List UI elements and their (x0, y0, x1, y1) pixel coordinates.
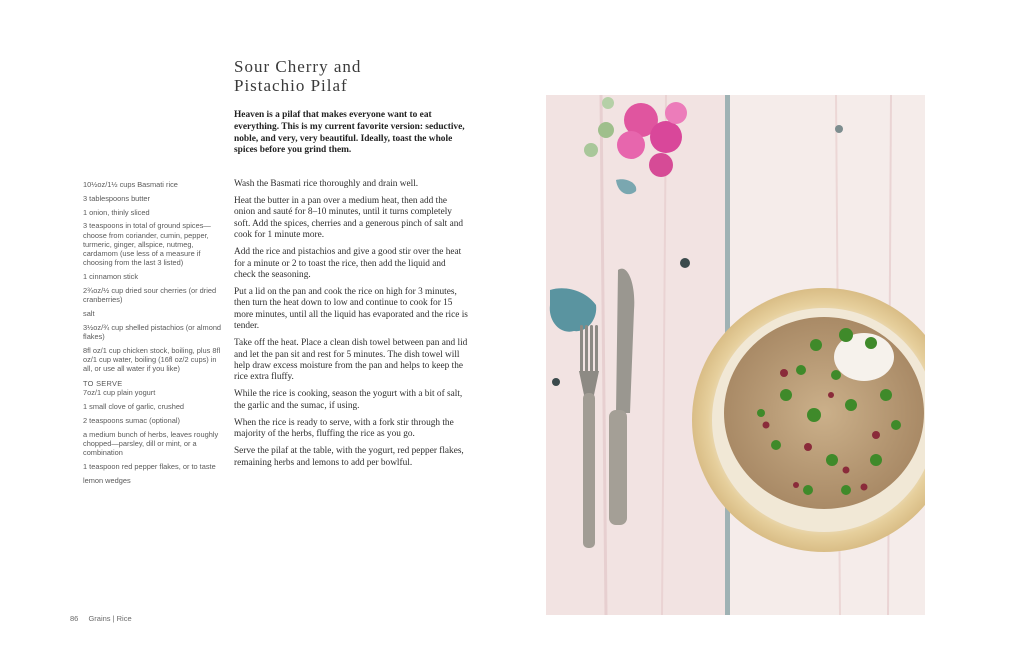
page-footer (70, 614, 132, 623)
nail-hole (835, 125, 843, 133)
section-label: Grains | Rice (88, 614, 132, 623)
ingredient-item: 10½oz/1½ cups Basmati rice (83, 180, 178, 189)
ingredient-item: 8fl oz/1 cup chicken stock, boiling, plus 8fl oz/1 cup water, boiling (16fl oz/2 cups) in all, or use all water if you like) (83, 345, 221, 373)
serve-item: 1 teaspoon red pepper flakes, or to taste (83, 462, 216, 471)
serve-item: 2 teaspoons sumac (optional) (83, 416, 180, 425)
method-step: Serve the pilaf at the table, with the yogurt, red pepper flakes, remaining herbs and lemons to add per bowlful. (234, 446, 464, 468)
to-serve-heading: TO SERVE (83, 379, 123, 389)
recipe-title (234, 57, 494, 95)
serve-item: 1 small clove of garlic, crushed (83, 402, 185, 412)
pilaf-photo (546, 95, 925, 615)
nail-hole (552, 378, 560, 386)
nail-hole (680, 258, 690, 268)
method-step: Heat the butter in a pan over a medium heat, then add the onion and sauté for 8–10 minutes, until it turns completely soft. Add the spices, cherries and a generous pinch of salt and cook for 1 minute more. (234, 196, 463, 241)
method-step: Wash the Basmati rice thoroughly and drain well. (234, 179, 419, 189)
ingredient-item: 3½oz/¾ cup shelled pistachios (or almond flakes) (83, 322, 222, 341)
method-steps (234, 179, 468, 475)
method-step: Add the rice and pistachios and give a good stir over the heat for a minute or 2 to toast the rice, then add the liquid and check the seasoning. (234, 247, 462, 281)
serve-item: lemon wedges (83, 475, 131, 485)
method-step: Put a lid on the pan and cook the rice on high for 3 minutes, then turn the heat down to low and continue to cook for 15 more minutes, until all the liquid has evaporated and the rice is tender. (234, 287, 468, 332)
recipe-intro: Heaven is a pilaf that makes everyone want to eat everything. This is my current favorite version: seductive, noble, and very, very beautiful. Ideally, toast the whole spices before you grind them. (234, 110, 465, 156)
serve-item: 7oz/1 cup plain yogurt (83, 388, 156, 398)
ingredient-item: 1 onion, thinly sliced (83, 207, 150, 217)
method-step: While the rice is cooking, season the yogurt with a bit of salt, the garlic and the sumac, if using. (234, 389, 463, 411)
wood-plank-left (546, 95, 726, 615)
serve-item: a medium bunch of herbs, leaves roughly chopped—parsley, dill or mint, or a combination (83, 429, 219, 458)
ingredient-item: 3 teaspoons in total of ground spices—choose from coriander, cumin, pepper, turmeric, ginger, allspice, nutmeg, cardamom (use less of a measure if choosing from the last 3 listed) (83, 221, 211, 268)
method-step: When the rice is ready to serve, with a fork stir through the majority of the herbs, fluffing the rice as you go. (234, 417, 454, 440)
recipe-title-line-2: Pistachio Pilaf (234, 76, 348, 95)
method-step: Take off the heat. Place a clean dish towel between pan and lid and let the pan sit and rest for 5 minutes. The dish towel will help draw excess moisture from the pan and helps to keep the rice extra fluffy. (234, 338, 468, 383)
ingredient-item: salt (83, 308, 95, 318)
ingredient-item: 2¾oz/½ cup dried sour cherries (or dried cranberries) (83, 285, 217, 304)
ingredient-item: 1 cinnamon stick (83, 272, 139, 281)
ingredients-list (83, 180, 225, 490)
page-number: 86 (70, 614, 79, 623)
pilaf-rice (724, 317, 924, 509)
recipe-title-line-1: Sour Cherry and (234, 57, 362, 76)
ingredient-item: 3 tablespoons butter (83, 193, 150, 203)
